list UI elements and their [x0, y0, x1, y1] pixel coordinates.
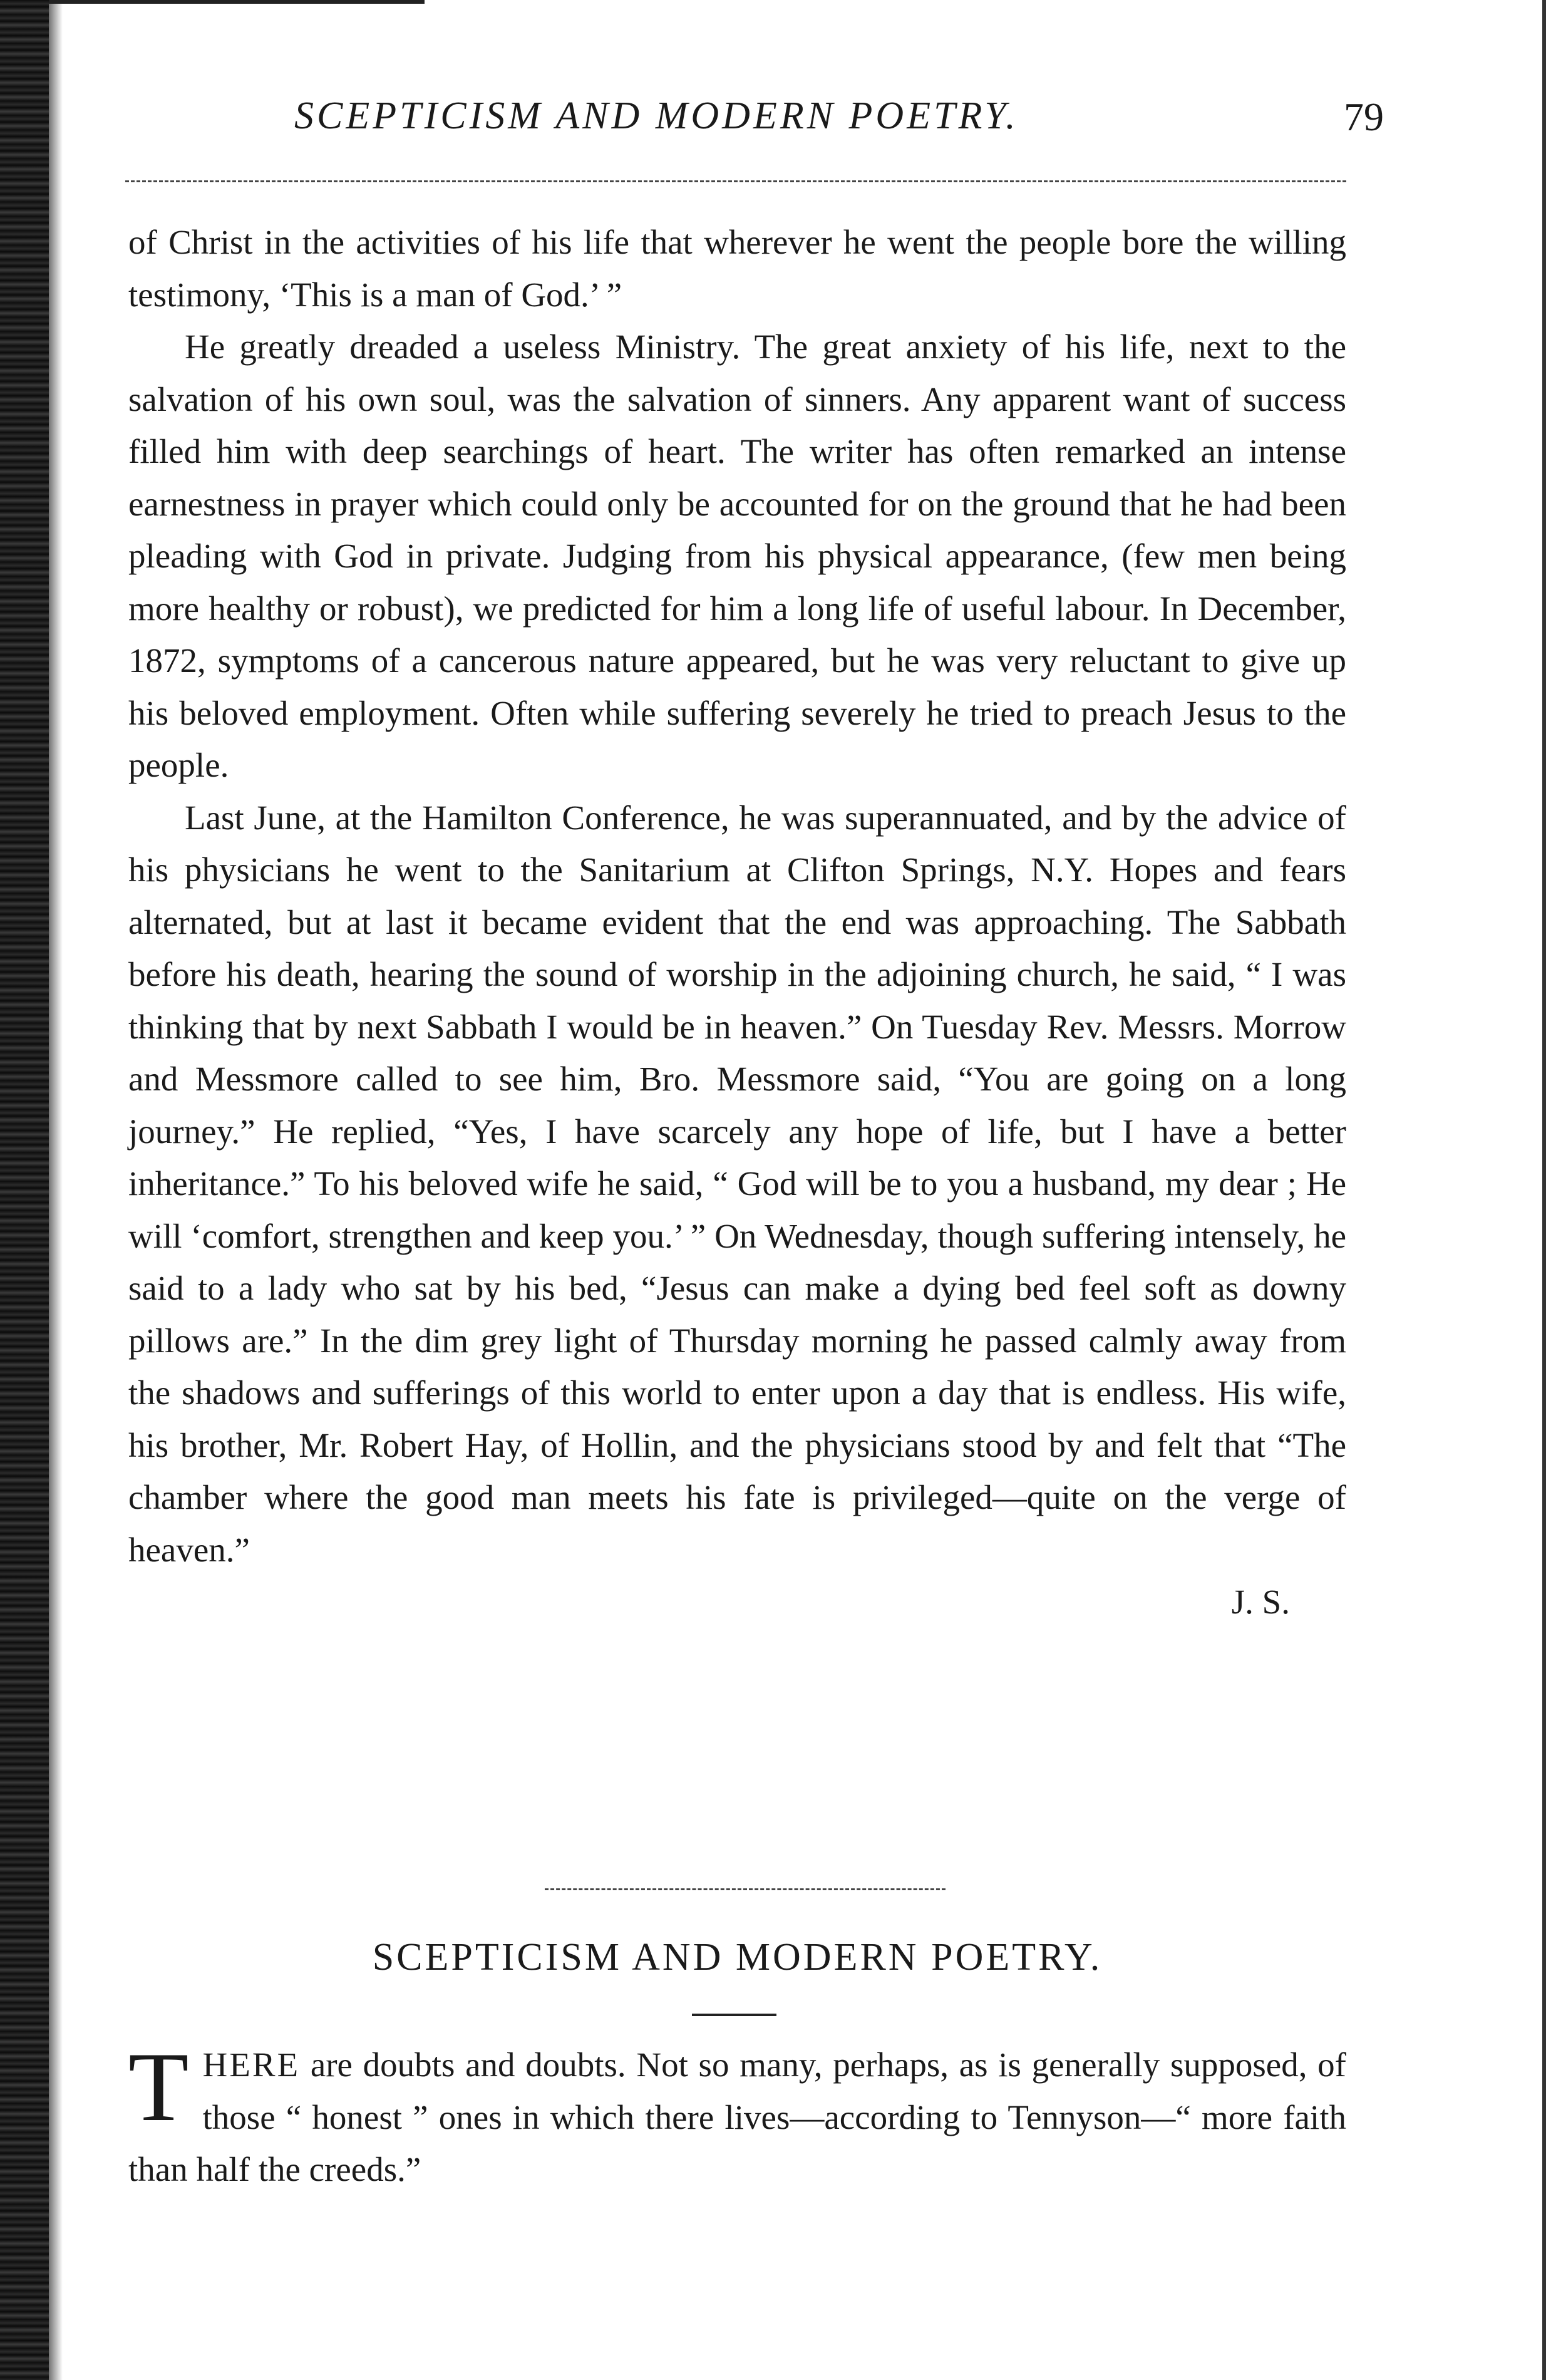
- running-head: [125, 94, 1390, 163]
- title-rule: [692, 2014, 776, 2016]
- drop-cap: T: [128, 2032, 189, 2142]
- paragraph-continuation: of Christ in the activities of his life that wherever he went the people bore the willing testimony, ‘This is a man of God.’ ”: [128, 223, 1346, 314]
- paragraph-ministry: He greatly dreaded a useless Ministry. The great anxiety of his life, next to the salvation of his own soul, was the salvation of sinners. Any apparent want of success filled him with deep searchings of heart. The writer has often remarked an intense earnestness in prayer which could only be accounted for on the ground that he had been pleading with God in private. Judging from his physical appearance, (few men being more healthy or robust), we predicted for him a long life of useful labour. In December, 1872, symptoms of a cancerous nature appeared, but he was very reluctant to give up his beloved employment. Often while suffering severely he tried to preach Jesus to the people.: [128, 328, 1346, 784]
- author-signature: J. S.: [1231, 1583, 1290, 1621]
- header-rule: [125, 180, 1346, 182]
- page-number: 79: [1344, 95, 1384, 139]
- article-title: SCEPTICISM AND MODERN POETRY.: [372, 1936, 1103, 1979]
- paragraph-last-june: Last June, at the Hamilton Conference, he was superannuated, and by the advice of his physicians he went to the Sanitarium at Clifton Springs, N.Y. Hopes and fears alternated, but at last it became evident that the end was approaching. The Sabbath before his death, hearing the sound of worship in the adjoining church, he said, “ I was thinking that by next Sabbath I would be in heaven.” On Tuesday Rev. Messrs. Morrow and Messmore called to see him, Bro. Messmore said, “You are going on a long journey.” He replied, “Yes, I have scarcely any hope of life, but I have a better inheritance.” To his beloved wife he said, “ God will be to you a husband, my dear ; He will ‘comfort, strengthen and keep you.’ ” On Wednesday, though suffering intensely, he said to a lady who sat by his bed, “Jesus can make a dying bed feel soft as downy pillows are.” In the dim grey light of Thursday morning he passed calmly away from the shadows and sufferings of this world to enter upon a day that is endless. His wife, his brother, Mr. Robert Hay, of Hollin, and the physicians stood by and felt that “The chamber where the good man meets his fate is privileged—quite on the verge of heaven.”: [128, 798, 1346, 1569]
- scan-top-edge: [49, 0, 425, 4]
- article-opening-paragraph: [128, 2032, 1346, 2196]
- opening-text: are doubts and doubts. Not so many, perhaps, as is generally supposed, of those “ honest ” ones in which there lives—according to Tennyson—“ more faith than half the creeds.”: [128, 2046, 1346, 2188]
- opening-small-caps: HERE: [202, 2046, 301, 2084]
- running-head-title: SCEPTICISM AND MODERN POETRY.: [294, 95, 1019, 137]
- section-break-rule: [545, 1888, 946, 1890]
- scan-binding-edge: [0, 0, 49, 2380]
- article-body: [128, 216, 1346, 1628]
- scan-right-edge: [1542, 0, 1546, 2380]
